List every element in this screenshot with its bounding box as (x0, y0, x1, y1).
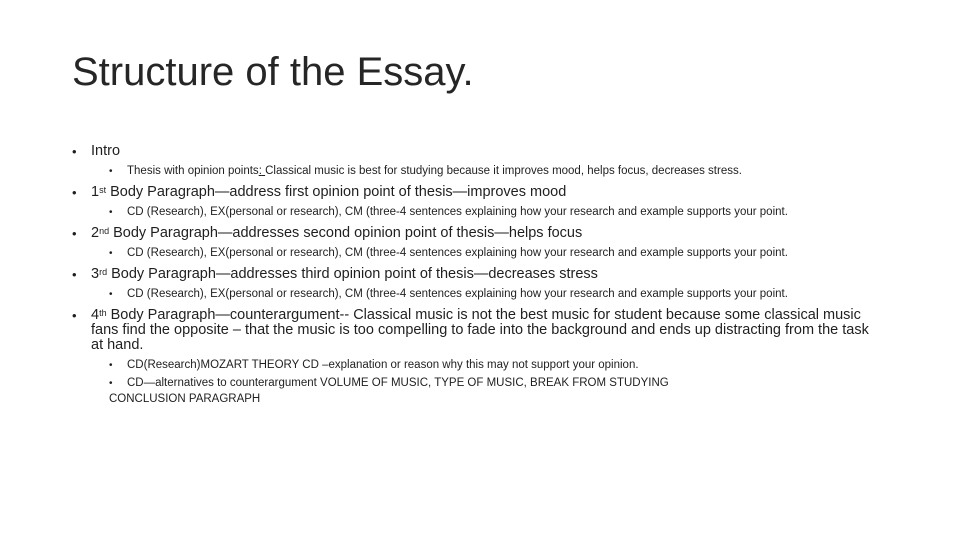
bullet-marker: • (72, 267, 77, 282)
p2-sub-text: CD (Research), EX(personal or research), CM (three-4 sentences explaining how your research and example supports your point. (127, 247, 788, 259)
p3-sub-text: CD (Research), EX(personal or research), CM (three-4 sentences explaining how your research and example supports your point. (127, 288, 788, 300)
p2-number: 2 (91, 225, 100, 241)
sub-bullet-p1 (109, 207, 882, 218)
sub-bullet-marker: • (109, 360, 113, 371)
sub-bullet-marker: • (109, 289, 113, 300)
p3-ordinal: rd (99, 267, 108, 277)
conclusion-paragraph-label: CONCLUSION PARAGRAPH (109, 393, 261, 405)
bullet-body-paragraph-3 (72, 267, 882, 282)
bullet-marker: • (72, 308, 77, 323)
bullet-body-paragraph-2 (72, 226, 882, 241)
bullet-body-paragraph-1 (72, 185, 882, 200)
thesis-text: Classical music is best for studying because it improves mood, helps focus, decreases stress. (265, 165, 742, 177)
p4-text: Body Paragraph—counterargument-- Classical music is not the best music for student because some classical music fans find the opposite – that the music is too compelling to fade into the background and ends up distracting from the task at hand. (91, 307, 869, 353)
p2-ordinal: nd (99, 226, 110, 236)
bullet-body-paragraph-4 (72, 308, 882, 353)
p1-text: Body Paragraph—address first opinion point of thesis—improves mood (106, 184, 567, 200)
sub-bullet-p2 (109, 248, 882, 259)
bullet-intro (72, 144, 882, 159)
sub-bullet-thesis (109, 166, 882, 177)
p1-number: 1 (91, 184, 100, 200)
p4-sub2-text: CD—alternatives to counterargument VOLUME OF MUSIC, TYPE OF MUSIC, BREAK FROM STUDYING (127, 377, 669, 389)
bullet-marker: • (72, 226, 77, 241)
bullet-marker: • (72, 144, 77, 159)
sub-bullet-marker: • (109, 248, 113, 259)
bullet-marker: • (72, 185, 77, 200)
intro-label: Intro (91, 143, 121, 159)
p4-ordinal: th (99, 308, 107, 318)
thesis-prefix: Thesis with opinion points (127, 165, 259, 177)
p3-number: 3 (91, 266, 100, 282)
sub-bullet-marker: • (109, 207, 113, 218)
p4-number: 4 (91, 307, 100, 323)
sub-bullet-p4-alternatives (109, 378, 882, 389)
slide-content (72, 144, 882, 406)
p4-sub1-text: CD(Research)MOZART THEORY CD –explanation or reason why this may not support your opinion. (127, 359, 639, 371)
sub-bullet-marker: • (109, 378, 113, 389)
p3-text: Body Paragraph—addresses third opinion point of thesis—decreases stress (107, 266, 598, 282)
p1-sub-text: CD (Research), EX(personal or research), CM (three-4 sentences explaining how your research and example supports your point. (127, 206, 788, 218)
slide-title: Structure of the Essay. (72, 50, 474, 94)
p1-ordinal: st (99, 185, 107, 195)
thesis-colon: : (258, 165, 262, 177)
sub-bullet-marker: • (109, 166, 113, 177)
p2-text: Body Paragraph—addresses second opinion point of thesis—helps focus (109, 225, 583, 241)
sub-bullet-p4-research (109, 360, 882, 371)
sub-bullet-p3 (109, 289, 882, 300)
